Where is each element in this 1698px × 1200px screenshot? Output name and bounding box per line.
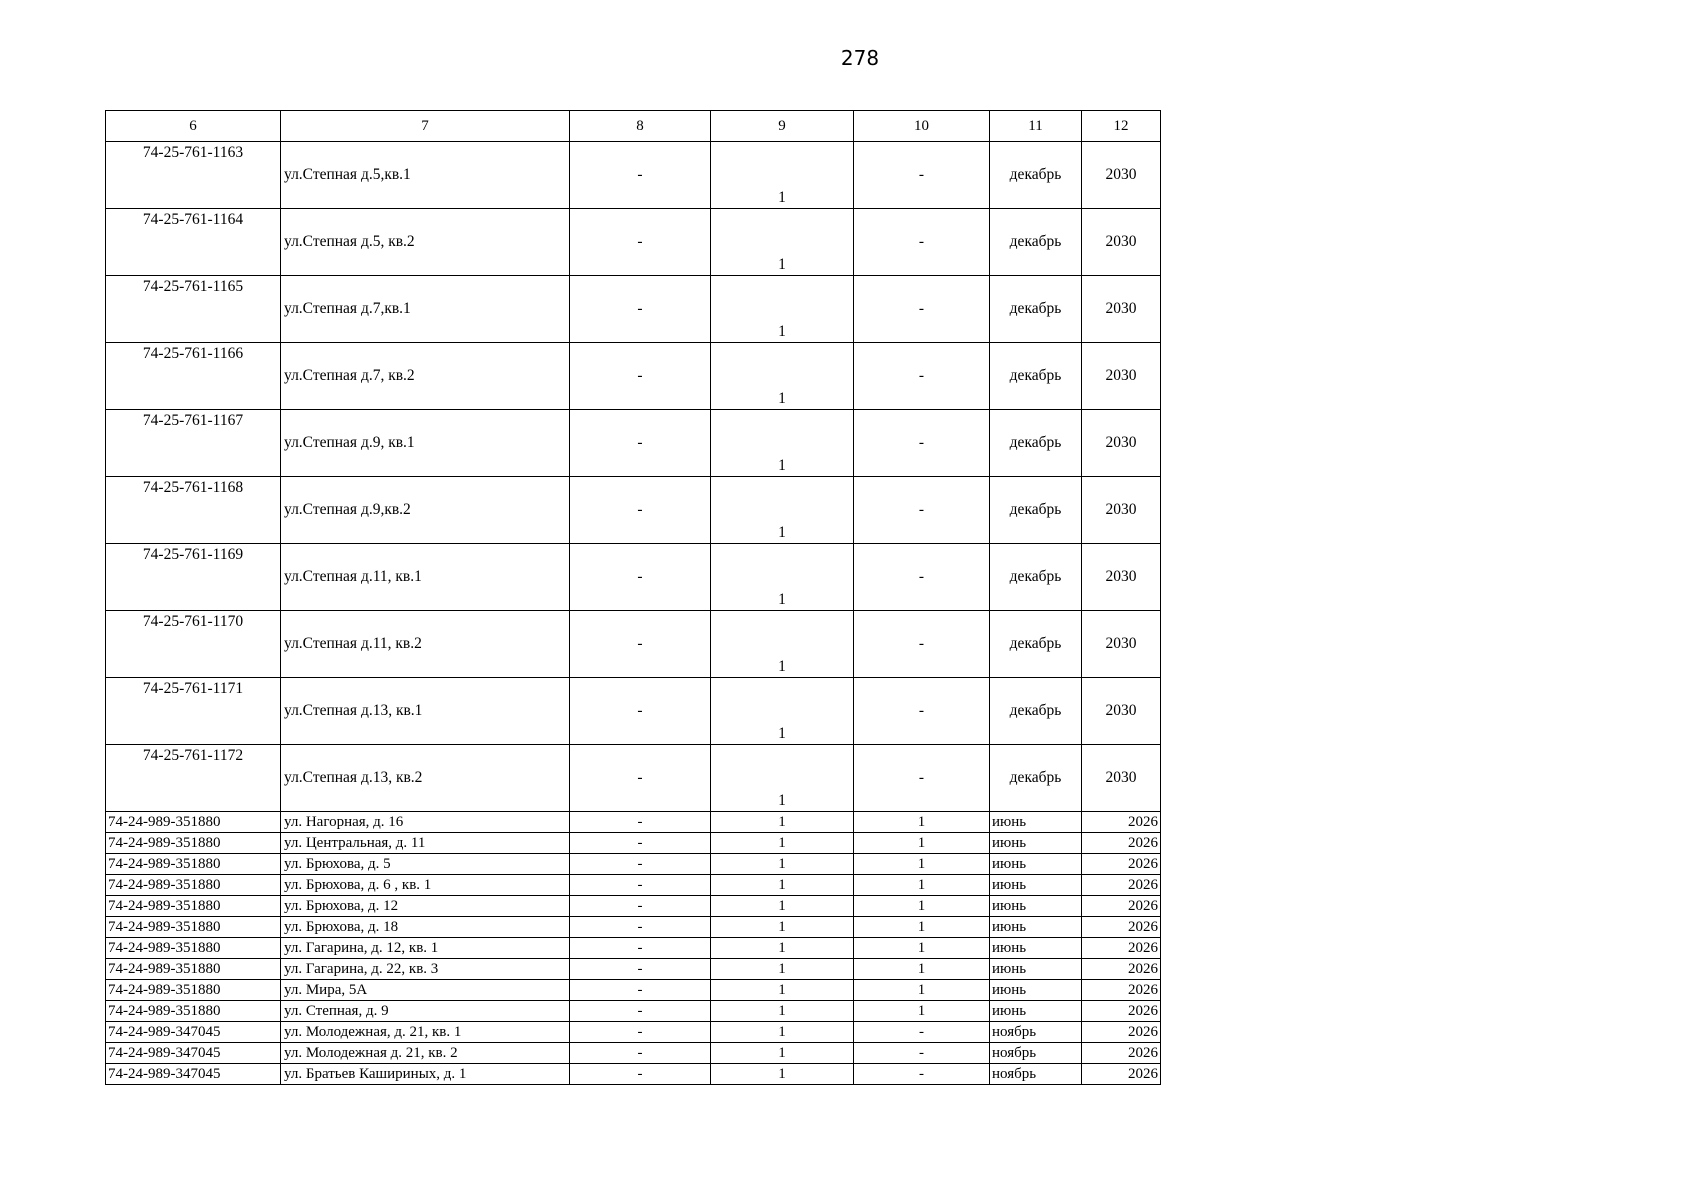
col-8-value-cell: - — [570, 875, 711, 896]
month-cell: июнь — [990, 959, 1082, 980]
col-8-value-cell: - — [570, 938, 711, 959]
table-row — [106, 678, 1161, 745]
year-cell: 2030 — [1082, 745, 1161, 812]
address-cell: ул. Брюхова, д. 6 , кв. 1 — [281, 875, 570, 896]
col-10-value-cell: 1 — [854, 980, 990, 1001]
col-10-value-cell: - — [854, 611, 990, 678]
col-10-value-cell: - — [854, 1022, 990, 1043]
year-cell: 2026 — [1082, 959, 1161, 980]
col-10-value-cell: - — [854, 745, 990, 812]
cadastral-code-cell: 74-24-989-351880 — [106, 917, 281, 938]
month-cell: ноябрь — [990, 1043, 1082, 1064]
col-10-value-cell: 1 — [854, 875, 990, 896]
month-cell: декабрь — [990, 209, 1082, 276]
cadastral-code-cell: 74-24-989-351880 — [106, 812, 281, 833]
col-9-value-cell: 1 — [711, 938, 854, 959]
month-cell: декабрь — [990, 745, 1082, 812]
col-9-value-cell: 1 — [711, 833, 854, 854]
address-cell: ул.Степная д.9,кв.2 — [281, 477, 570, 544]
cadastral-code-cell: 74-24-989-351880 — [106, 938, 281, 959]
cadastral-code-cell: 74-25-761-1171 — [106, 678, 281, 745]
address-cell: ул. Центральная, д. 11 — [281, 833, 570, 854]
cadastral-code-cell: 74-24-989-351880 — [106, 854, 281, 875]
year-cell: 2026 — [1082, 980, 1161, 1001]
table-row — [106, 410, 1161, 477]
month-cell: декабрь — [990, 544, 1082, 611]
month-cell: июнь — [990, 980, 1082, 1001]
col-10-value-cell: - — [854, 209, 990, 276]
month-cell: декабрь — [990, 142, 1082, 209]
address-cell: ул.Степная д.7,кв.1 — [281, 276, 570, 343]
col-8-value-cell: - — [570, 142, 711, 209]
col-8-value-cell: - — [570, 209, 711, 276]
month-cell: июнь — [990, 812, 1082, 833]
address-cell: ул.Степная д.7, кв.2 — [281, 343, 570, 410]
year-cell: 2030 — [1082, 276, 1161, 343]
table-row — [106, 477, 1161, 544]
table-row — [106, 812, 1161, 833]
cadastral-code-cell: 74-24-989-347045 — [106, 1022, 281, 1043]
address-cell: ул.Степная д.13, кв.2 — [281, 745, 570, 812]
cadastral-code-cell: 74-25-761-1167 — [106, 410, 281, 477]
col-8-value-cell: - — [570, 410, 711, 477]
header-col-6: 6 — [106, 111, 281, 142]
address-cell: ул. Гагарина, д. 22, кв. 3 — [281, 959, 570, 980]
table-row — [106, 611, 1161, 678]
header-col-9: 9 — [711, 111, 854, 142]
col-9-value-cell: 1 — [711, 611, 854, 678]
col-8-value-cell: - — [570, 917, 711, 938]
year-cell: 2030 — [1082, 343, 1161, 410]
col-10-value-cell: 1 — [854, 1001, 990, 1022]
data-table — [105, 110, 1161, 1085]
col-8-value-cell: - — [570, 1064, 711, 1085]
table-row — [106, 896, 1161, 917]
col-9-value-cell: 1 — [711, 678, 854, 745]
month-cell: июнь — [990, 854, 1082, 875]
address-cell: ул. Нагорная, д. 16 — [281, 812, 570, 833]
col-8-value-cell: - — [570, 1001, 711, 1022]
header-col-7: 7 — [281, 111, 570, 142]
header-col-12: 12 — [1082, 111, 1161, 142]
year-cell: 2026 — [1082, 1043, 1161, 1064]
year-cell: 2030 — [1082, 477, 1161, 544]
month-cell: декабрь — [990, 678, 1082, 745]
col-9-value-cell: 1 — [711, 276, 854, 343]
col-8-value-cell: - — [570, 854, 711, 875]
month-cell: июнь — [990, 917, 1082, 938]
address-cell: ул. Гагарина, д. 12, кв. 1 — [281, 938, 570, 959]
year-cell: 2026 — [1082, 896, 1161, 917]
col-8-value-cell: - — [570, 1022, 711, 1043]
cadastral-code-cell: 74-25-761-1168 — [106, 477, 281, 544]
month-cell: июнь — [990, 1001, 1082, 1022]
col-8-value-cell: - — [570, 980, 711, 1001]
table-row — [106, 1043, 1161, 1064]
year-cell: 2026 — [1082, 917, 1161, 938]
col-8-value-cell: - — [570, 276, 711, 343]
cadastral-code-cell: 74-25-761-1172 — [106, 745, 281, 812]
col-8-value-cell: - — [570, 745, 711, 812]
month-cell: июнь — [990, 938, 1082, 959]
col-10-value-cell: 1 — [854, 812, 990, 833]
col-10-value-cell: - — [854, 276, 990, 343]
address-cell: ул. Братьев Кашириных, д. 1 — [281, 1064, 570, 1085]
table-body — [106, 142, 1161, 1085]
year-cell: 2026 — [1082, 875, 1161, 896]
table-row — [106, 917, 1161, 938]
header-col-8: 8 — [570, 111, 711, 142]
col-9-value-cell: 1 — [711, 745, 854, 812]
month-cell: декабрь — [990, 477, 1082, 544]
cadastral-code-cell: 74-24-989-347045 — [106, 1064, 281, 1085]
cadastral-code-cell: 74-25-761-1170 — [106, 611, 281, 678]
col-10-value-cell: - — [854, 142, 990, 209]
table-row — [106, 1022, 1161, 1043]
year-cell: 2026 — [1082, 1064, 1161, 1085]
year-cell: 2030 — [1082, 209, 1161, 276]
table-row — [106, 854, 1161, 875]
table-row — [106, 1064, 1161, 1085]
table-row — [106, 938, 1161, 959]
col-9-value-cell: 1 — [711, 1043, 854, 1064]
col-10-value-cell: - — [854, 477, 990, 544]
cadastral-code-cell: 74-24-989-351880 — [106, 875, 281, 896]
col-8-value-cell: - — [570, 959, 711, 980]
year-cell: 2026 — [1082, 812, 1161, 833]
col-10-value-cell: - — [854, 1043, 990, 1064]
year-cell: 2026 — [1082, 1022, 1161, 1043]
month-cell: июнь — [990, 833, 1082, 854]
year-cell: 2026 — [1082, 938, 1161, 959]
table-row — [106, 959, 1161, 980]
month-cell: ноябрь — [990, 1064, 1082, 1085]
table-row — [106, 142, 1161, 209]
address-cell: ул.Степная д.9, кв.1 — [281, 410, 570, 477]
header-col-10: 10 — [854, 111, 990, 142]
col-9-value-cell: 1 — [711, 812, 854, 833]
month-cell: июнь — [990, 875, 1082, 896]
col-10-value-cell: 1 — [854, 896, 990, 917]
address-cell: ул.Степная д.13, кв.1 — [281, 678, 570, 745]
address-cell: ул. Брюхова, д. 12 — [281, 896, 570, 917]
table-row — [106, 745, 1161, 812]
cadastral-code-cell: 74-24-989-351880 — [106, 896, 281, 917]
col-8-value-cell: - — [570, 1043, 711, 1064]
month-cell: июнь — [990, 896, 1082, 917]
cadastral-code-cell: 74-25-761-1163 — [106, 142, 281, 209]
cadastral-code-cell: 74-24-989-351880 — [106, 1001, 281, 1022]
cadastral-code-cell: 74-25-761-1166 — [106, 343, 281, 410]
year-cell: 2030 — [1082, 678, 1161, 745]
month-cell: декабрь — [990, 410, 1082, 477]
col-9-value-cell: 1 — [711, 917, 854, 938]
col-8-value-cell: - — [570, 812, 711, 833]
col-8-value-cell: - — [570, 896, 711, 917]
table-row — [106, 276, 1161, 343]
table-row — [106, 1001, 1161, 1022]
year-cell: 2030 — [1082, 544, 1161, 611]
col-9-value-cell: 1 — [711, 477, 854, 544]
page-number: 278 — [840, 46, 880, 70]
year-cell: 2030 — [1082, 410, 1161, 477]
address-cell: ул.Степная д.5, кв.2 — [281, 209, 570, 276]
col-9-value-cell: 1 — [711, 343, 854, 410]
col-8-value-cell: - — [570, 833, 711, 854]
col-9-value-cell: 1 — [711, 1022, 854, 1043]
col-9-value-cell: 1 — [711, 854, 854, 875]
year-cell: 2030 — [1082, 611, 1161, 678]
col-8-value-cell: - — [570, 678, 711, 745]
year-cell: 2030 — [1082, 142, 1161, 209]
month-cell: декабрь — [990, 276, 1082, 343]
cadastral-code-cell: 74-24-989-351880 — [106, 833, 281, 854]
header-col-11: 11 — [990, 111, 1082, 142]
col-10-value-cell: - — [854, 544, 990, 611]
table-row — [106, 875, 1161, 896]
col-8-value-cell: - — [570, 611, 711, 678]
month-cell: ноябрь — [990, 1022, 1082, 1043]
col-9-value-cell: 1 — [711, 875, 854, 896]
address-cell: ул. Молодежная, д. 21, кв. 1 — [281, 1022, 570, 1043]
col-8-value-cell: - — [570, 477, 711, 544]
col-10-value-cell: 1 — [854, 854, 990, 875]
table-row — [106, 209, 1161, 276]
address-cell: ул.Степная д.11, кв.1 — [281, 544, 570, 611]
col-9-value-cell: 1 — [711, 544, 854, 611]
col-9-value-cell: 1 — [711, 209, 854, 276]
col-8-value-cell: - — [570, 343, 711, 410]
address-cell: ул.Степная д.11, кв.2 — [281, 611, 570, 678]
table-row — [106, 343, 1161, 410]
col-9-value-cell: 1 — [711, 1001, 854, 1022]
col-10-value-cell: 1 — [854, 833, 990, 854]
table-row — [106, 544, 1161, 611]
address-cell: ул. Мира, 5А — [281, 980, 570, 1001]
address-cell: ул. Степная, д. 9 — [281, 1001, 570, 1022]
col-10-value-cell: - — [854, 343, 990, 410]
col-9-value-cell: 1 — [711, 410, 854, 477]
address-cell: ул.Степная д.5,кв.1 — [281, 142, 570, 209]
col-8-value-cell: - — [570, 544, 711, 611]
month-cell: декабрь — [990, 343, 1082, 410]
col-10-value-cell: 1 — [854, 959, 990, 980]
cadastral-code-cell: 74-24-989-351880 — [106, 980, 281, 1001]
table-row — [106, 833, 1161, 854]
cadastral-code-cell: 74-25-761-1169 — [106, 544, 281, 611]
year-cell: 2026 — [1082, 854, 1161, 875]
address-cell: ул. Брюхова, д. 5 — [281, 854, 570, 875]
col-10-value-cell: 1 — [854, 938, 990, 959]
address-cell: ул. Брюхова, д. 18 — [281, 917, 570, 938]
col-10-value-cell: - — [854, 678, 990, 745]
col-9-value-cell: 1 — [711, 959, 854, 980]
year-cell: 2026 — [1082, 1001, 1161, 1022]
col-9-value-cell: 1 — [711, 142, 854, 209]
cadastral-code-cell: 74-25-761-1164 — [106, 209, 281, 276]
col-9-value-cell: 1 — [711, 896, 854, 917]
cadastral-code-cell: 74-25-761-1165 — [106, 276, 281, 343]
year-cell: 2026 — [1082, 833, 1161, 854]
col-9-value-cell: 1 — [711, 1064, 854, 1085]
col-9-value-cell: 1 — [711, 980, 854, 1001]
header-row — [106, 111, 1161, 142]
table-row — [106, 980, 1161, 1001]
month-cell: декабрь — [990, 611, 1082, 678]
table-header — [106, 111, 1161, 142]
col-10-value-cell: 1 — [854, 917, 990, 938]
cadastral-code-cell: 74-24-989-347045 — [106, 1043, 281, 1064]
col-10-value-cell: - — [854, 410, 990, 477]
col-10-value-cell: - — [854, 1064, 990, 1085]
address-cell: ул. Молодежная д. 21, кв. 2 — [281, 1043, 570, 1064]
cadastral-code-cell: 74-24-989-351880 — [106, 959, 281, 980]
